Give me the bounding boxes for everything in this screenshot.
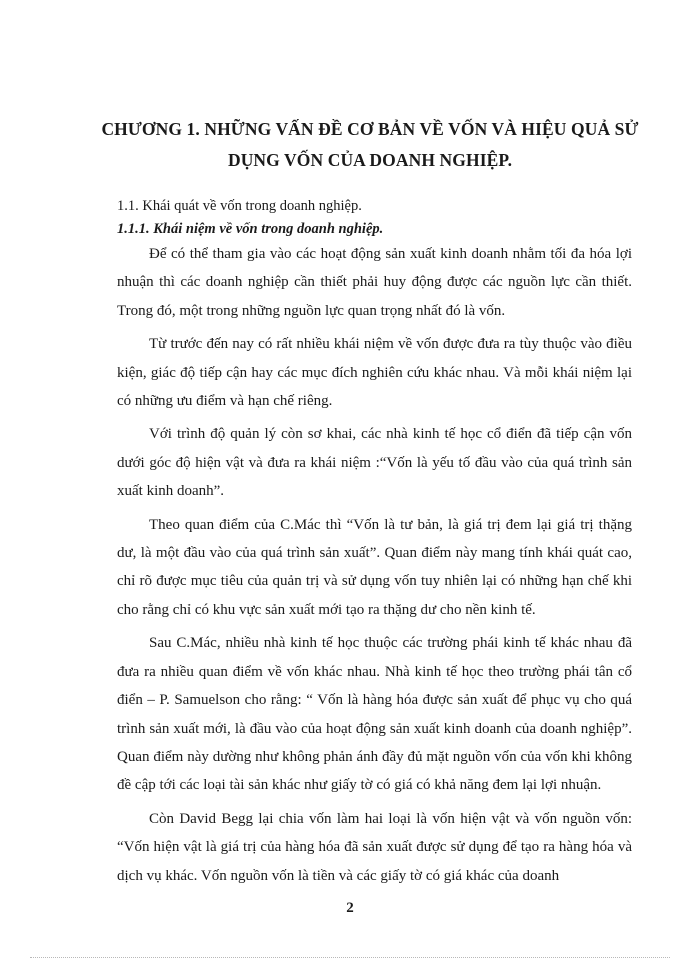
paragraph: Để có thể tham gia vào các hoạt động sản xuất kinh doanh nhằm tối đa hóa lợi nhuận thì các doanh nghiệp cần thiết phải huy động được các nguồn lực cần thiết. Trong đó, một trong những nguồn lực quan trọng nhất đó là vốn. xyxy=(117,246,632,319)
body-text xyxy=(117,240,632,890)
page-number: 2 xyxy=(346,900,354,916)
page-bottom-divider xyxy=(30,957,670,958)
paragraph: Còn David Begg lại chia vốn làm hai loại là vốn hiện vật và vốn nguồn vốn: “Vốn hiện vật là giá trị của hàng hóa đã sản xuất được sử dụng để tạo ra hàng hóa và dịch vụ khác. Vốn nguồn vốn là tiền và các giấy tờ có giá khác của doanh xyxy=(117,810,632,884)
paragraph: Từ trước đến nay có rất nhiều khái niệm về vốn được đưa ra tùy thuộc vào điều kiện, giác độ tiếp cận hay các mục đích nghiên cứu khác nhau. Và mỗi khái niệm lại có những ưu điểm và hạn chế riêng. xyxy=(117,336,632,410)
chapter-title: CHƯƠNG 1. NHỮNG VẤN ĐỀ CƠ BẢN VỀ VỐN VÀ HIỆU QUẢ SỬ DỤNG VỐN CỦA DOANH NGHIỆP. xyxy=(101,119,639,170)
section-heading: 1.1. Khái quát về vốn trong doanh nghiệp. xyxy=(117,198,362,214)
subsection-heading: 1.1.1. Khái niệm về vốn trong doanh nghiệp. xyxy=(117,221,384,237)
paragraph: Theo quan điểm của C.Mác thì “Vốn là tư bản, là giá trị đem lại giá trị thặng dư, là một đầu vào của quá trình sản xuất”. Quan điểm này mang tính khái quát cao, chỉ rõ được mục tiêu của quản trị và sử dụng vốn tuy nhiên lại có những hạn chế khi cho rằng chỉ có khu vực sản xuất mới tạo ra thặng dư cho nền kinh tế. xyxy=(117,516,632,618)
paragraph: Sau C.Mác, nhiều nhà kinh tế học thuộc các trường phái kinh tế khác nhau đã đưa ra nhiều quan điểm về vốn khác nhau. Nhà kinh tế học theo trường phái tân cổ điển – P. Samuelson cho rằng: “ Vốn là hàng hóa được sản xuất để phục vụ cho quá trình sản xuất mới, là đầu vào của hoạt động sản xuất kinh doanh của doanh nghiệp”. Quan điểm này dường như không phản ánh đầy đủ mặt nguồn vốn của vốn khi không đề cập tới các loại tài sản khác như giấy tờ có giá có khả năng đem lại lợi nhuận. xyxy=(117,635,632,794)
paragraph: Với trình độ quản lý còn sơ khai, các nhà kinh tế học cổ điển đã tiếp cận vốn dưới góc độ hiện vật và đưa ra khái niệm :“Vốn là yếu tố đầu vào của quá trình sản xuất kinh doanh”. xyxy=(117,426,632,500)
